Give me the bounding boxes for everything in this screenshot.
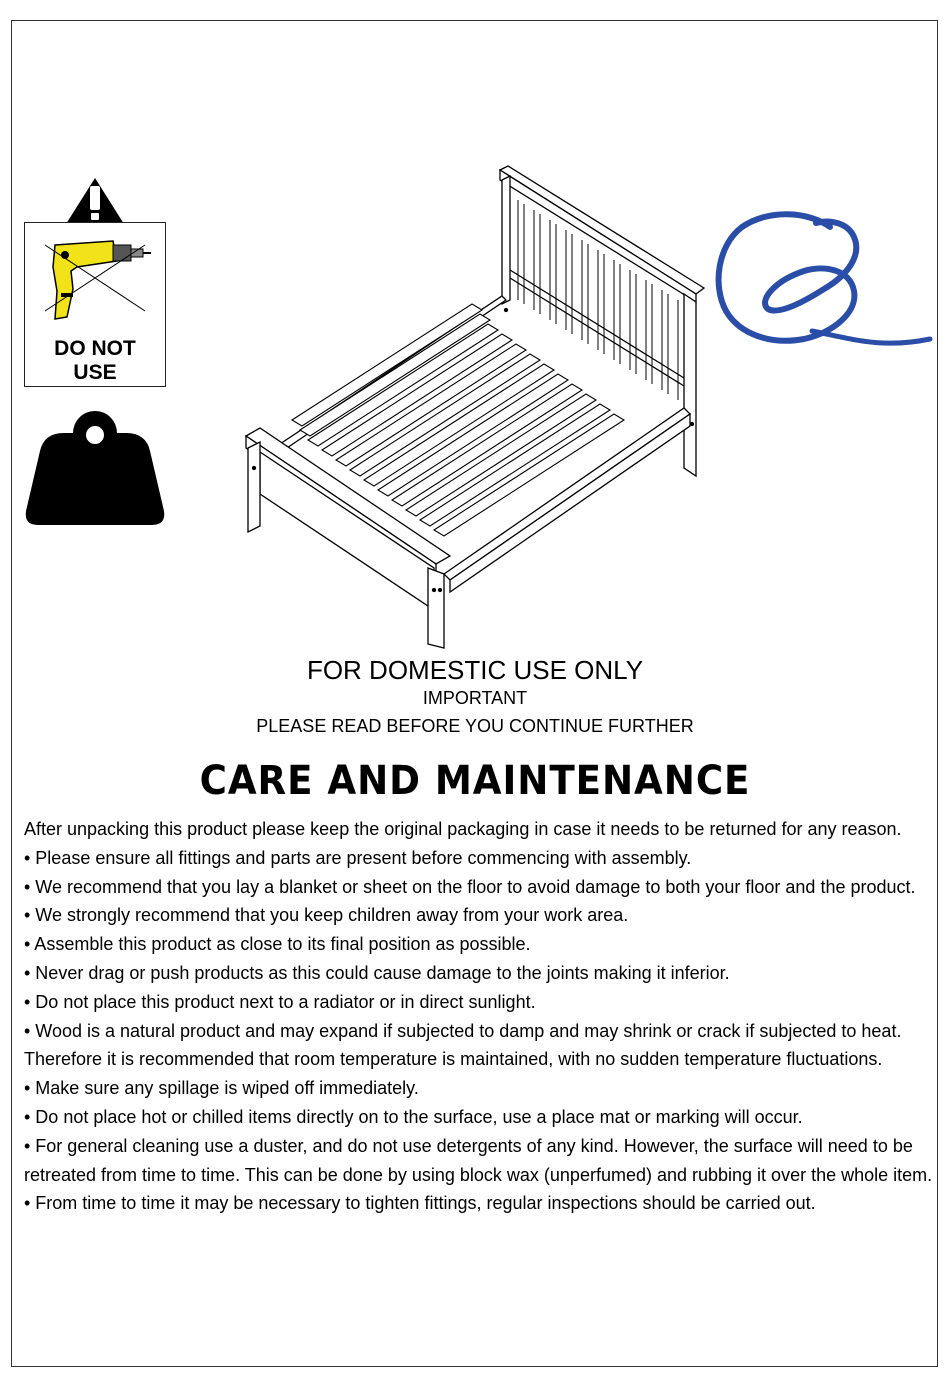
paragraph: • We recommend that you lay a blanket or sheet on the floor to avoid damage to both your floor and the product. bbox=[24, 876, 916, 897]
domestic-use-heading: FOR DOMESTIC USE ONLY bbox=[306, 655, 644, 685]
do-not-use-label-line1: DO NOT bbox=[54, 337, 136, 360]
paragraph: • Please ensure all fittings and parts are present before commencing with assembly. bbox=[24, 847, 692, 868]
brand-logo bbox=[712, 205, 936, 353]
paragraph: • Assemble this product as close to its final position as possible. bbox=[24, 934, 531, 955]
important-label: IMPORTANT bbox=[422, 688, 528, 708]
paragraph: • Never drag or push products as this could cause damage to the joints making it inferior. bbox=[24, 962, 730, 983]
paragraph: • We strongly recommend that you keep children away from your work area. bbox=[24, 905, 629, 926]
do-not-use-label bbox=[25, 337, 165, 385]
please-read-label: PLEASE READ BEFORE YOU CONTINUE FURTHER bbox=[256, 716, 694, 736]
do-not-use-drill-sign bbox=[24, 222, 166, 387]
do-not-use-label-line2: USE bbox=[73, 361, 117, 384]
care-instructions bbox=[24, 815, 934, 1218]
paragraph: • Do not place this product next to a radiator or in direct sunlight. bbox=[24, 991, 536, 1012]
paragraph: After unpacking this product please keep the original packaging in case it needs to be returned for any reason. bbox=[24, 819, 902, 839]
drill-icon bbox=[37, 231, 155, 331]
paragraph: • Wood is a natural product and may expand if subjected to damp and may shrink or crack if subjected to heat. Therefore it is recommended that room temperature is maintained, with no sudden temperature fluctuations. bbox=[24, 1020, 902, 1070]
paragraph: • For general cleaning use a duster, and do not use detergents of any kind. However, the surface will need to be retreated from time to time. This can be done by using block wax (unperfumed) and rubbing it over the whole item. bbox=[24, 1135, 933, 1185]
paragraph: • Make sure any spillage is wiped off immediately. bbox=[24, 1078, 419, 1099]
paragraph: • Do not place hot or chilled items directly on to the surface, use a place mat or marking will occur. bbox=[24, 1106, 803, 1127]
warning-triangle-icon bbox=[66, 178, 124, 224]
weight-icon bbox=[24, 411, 166, 527]
paragraph: • From time to time it may be necessary to tighten fittings, regular inspections should be carried out. bbox=[24, 1193, 816, 1214]
care-maintenance-title: CARE AND MAINTENANCE bbox=[199, 758, 751, 804]
bed-illustration bbox=[238, 160, 708, 652]
